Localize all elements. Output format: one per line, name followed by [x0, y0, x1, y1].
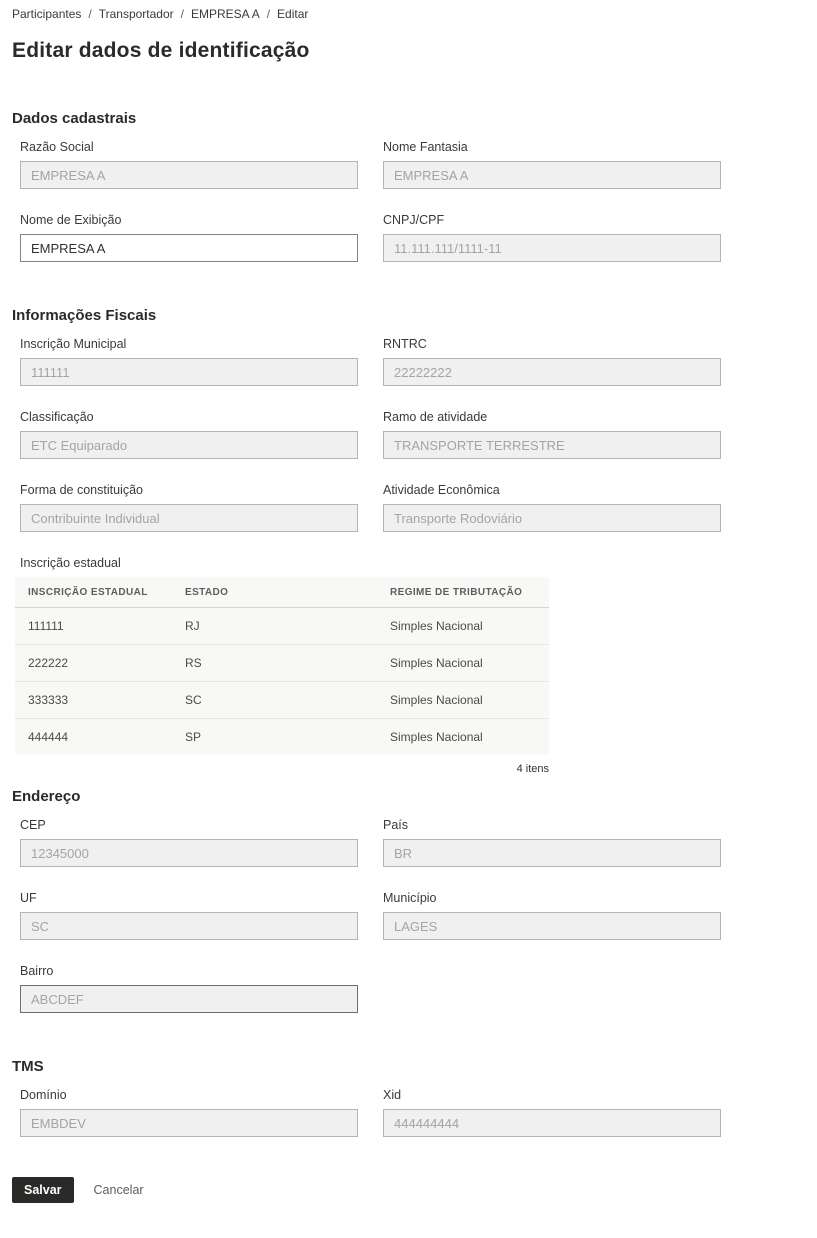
- section-endereco: [12, 787, 805, 1013]
- cnpj-cpf-label: CNPJ/CPF: [383, 213, 445, 227]
- dominio-input: [20, 1109, 358, 1137]
- breadcrumb: [12, 5, 805, 21]
- breadcrumb-item-editar: Editar: [277, 7, 309, 21]
- xid-label: Xid: [383, 1088, 402, 1102]
- field-xid: [383, 1088, 721, 1137]
- forma-constituicao-label: Forma de constituição: [20, 483, 143, 497]
- page-title: Editar dados de identificação: [12, 39, 310, 62]
- cell-inscricao: 222222: [15, 645, 172, 682]
- field-pais: [383, 818, 721, 867]
- field-dominio: [20, 1088, 358, 1137]
- cell-regime: Simples Nacional: [377, 608, 549, 645]
- razao-social-label: Razão Social: [20, 140, 94, 154]
- table-row: [15, 645, 549, 682]
- table-header-row: [15, 577, 549, 608]
- cell-inscricao: 333333: [15, 682, 172, 719]
- field-ramo-atividade: [383, 410, 721, 459]
- field-municipio: [383, 891, 721, 940]
- atividade-economica-input: [383, 504, 721, 532]
- breadcrumb-item-participantes[interactable]: Participantes: [12, 7, 82, 21]
- nome-fantasia-input: [383, 161, 721, 189]
- breadcrumb-item-transportador[interactable]: Transportador: [98, 7, 174, 21]
- nome-exibicao-input[interactable]: [20, 234, 358, 262]
- bairro-input: [20, 985, 358, 1013]
- dominio-label: Domínio: [20, 1088, 67, 1102]
- ramo-atividade-input: [383, 431, 721, 459]
- table-row: [15, 719, 549, 756]
- items-count: 4 itens: [516, 763, 549, 775]
- column-header-estado: ESTADO: [172, 577, 377, 608]
- rntrc-label: RNTRC: [383, 337, 427, 351]
- breadcrumb-separator: /: [88, 7, 92, 21]
- inscricao-municipal-label: Inscrição Municipal: [20, 337, 127, 351]
- municipio-input: [383, 912, 721, 940]
- section-heading-informacoes-fiscais: Informações Fiscais: [12, 307, 157, 324]
- nome-fantasia-label: Nome Fantasia: [383, 140, 468, 154]
- column-header-regime-tributacao: REGIME DE TRIBUTAÇÃO: [377, 577, 549, 608]
- atividade-economica-label: Atividade Econômica: [383, 483, 500, 497]
- field-inscricao-municipal: [20, 337, 358, 386]
- pais-label: País: [383, 818, 409, 832]
- bairro-label: Bairro: [20, 964, 54, 978]
- section-informacoes-fiscais: [12, 306, 805, 775]
- uf-input: [20, 912, 358, 940]
- xid-input: [383, 1109, 721, 1137]
- field-cnpj-cpf: [383, 213, 721, 262]
- cell-estado: SC: [172, 682, 377, 719]
- table-row: [15, 682, 549, 719]
- ramo-atividade-label: Ramo de atividade: [383, 410, 488, 424]
- field-nome-fantasia: [383, 140, 721, 189]
- cell-estado: RJ: [172, 608, 377, 645]
- cell-inscricao: 444444: [28, 730, 69, 744]
- field-cep: [20, 818, 358, 867]
- cell-estado: RS: [172, 645, 377, 682]
- table-row: [15, 608, 549, 645]
- field-uf: [20, 891, 358, 940]
- municipio-label: Município: [383, 891, 437, 905]
- rntrc-input: [383, 358, 721, 386]
- cell-inscricao: 111111: [15, 608, 172, 645]
- inscricao-estadual-label: Inscrição estadual: [20, 556, 121, 570]
- classificacao-label: Classificação: [20, 410, 94, 424]
- cell-regime: Simples Nacional: [377, 682, 549, 719]
- breadcrumb-separator: /: [266, 7, 271, 21]
- razao-social-input: [20, 161, 358, 189]
- uf-label: UF: [20, 891, 37, 905]
- cnpj-cpf-input: [383, 234, 721, 262]
- field-bairro: [20, 964, 358, 1013]
- section-dados-cadastrais: [12, 109, 805, 262]
- section-heading-dados-cadastrais: Dados cadastrais: [12, 110, 137, 127]
- breadcrumb-item-empresa-a[interactable]: EMPRESA A: [191, 7, 260, 21]
- field-classificacao: [20, 410, 358, 459]
- inscricao-estadual-table: [15, 577, 549, 755]
- field-rntrc: [383, 337, 721, 386]
- cell-regime: Simples Nacional: [377, 645, 549, 682]
- cell-regime: Simples Nacional: [390, 730, 483, 744]
- pais-input: [383, 839, 721, 867]
- field-atividade-economica: [383, 483, 721, 532]
- field-razao-social: [20, 140, 358, 189]
- save-button[interactable]: Salvar: [12, 1177, 74, 1203]
- form-actions: [12, 1177, 805, 1203]
- cancel-button[interactable]: Cancelar: [93, 1183, 144, 1197]
- breadcrumb-separator: /: [180, 7, 184, 21]
- inscricao-estadual-block: [20, 556, 721, 775]
- field-forma-constituicao: [20, 483, 358, 532]
- inscricao-municipal-input: [20, 358, 358, 386]
- section-tms: [12, 1057, 805, 1137]
- cep-label: CEP: [20, 818, 46, 832]
- section-heading-tms: TMS: [12, 1058, 44, 1075]
- cell-estado: SP: [185, 730, 202, 744]
- section-heading-endereco: Endereço: [12, 788, 81, 805]
- column-header-inscricao-estadual: INSCRIÇÃO ESTADUAL: [15, 577, 172, 608]
- classificacao-input: [20, 431, 358, 459]
- forma-constituicao-input: [20, 504, 358, 532]
- cep-input: [20, 839, 358, 867]
- field-nome-exibicao: [20, 213, 358, 262]
- nome-exibicao-label: Nome de Exibição: [20, 213, 122, 227]
